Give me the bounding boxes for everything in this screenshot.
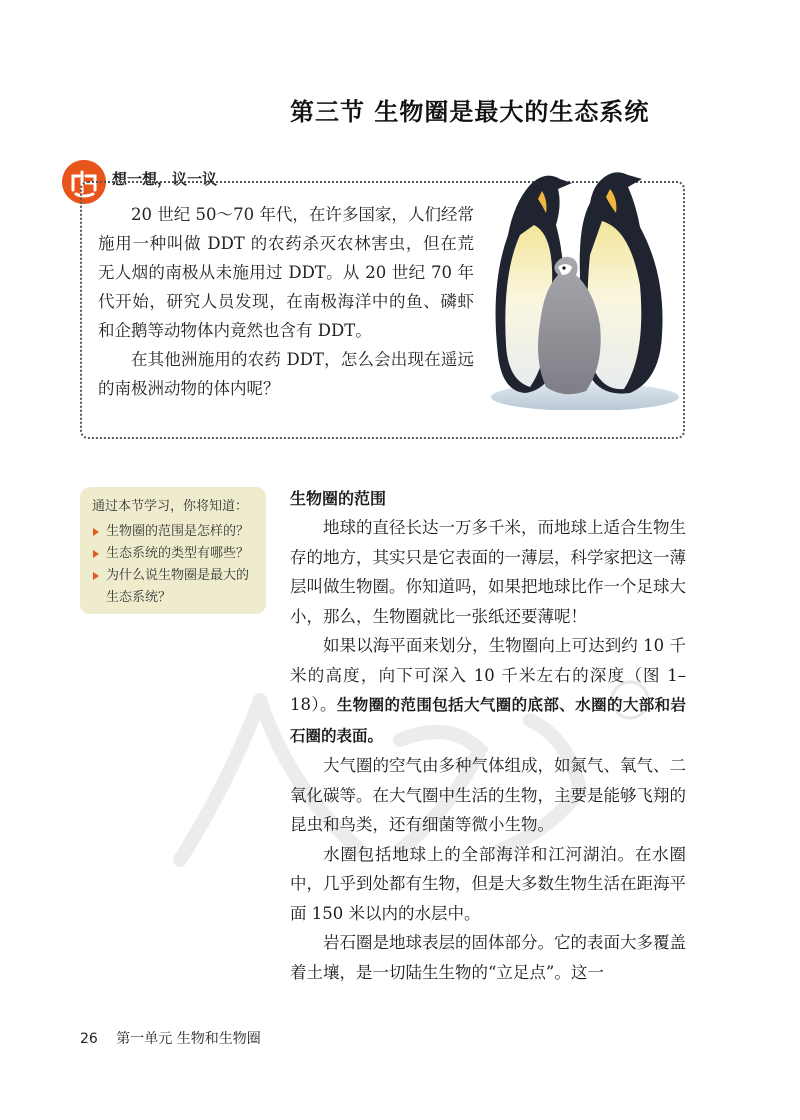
emperor-penguins-photo	[490, 165, 680, 410]
body-paragraph: 大气圈的空气由多种气体组成，如氮气、氧气、二氧化碳等。在大气圈中生活的生物，主要是能够飞翔的昆虫和鸟类，还有细菌等微小生物。	[290, 756, 686, 834]
think-heading: 想一想，议一议	[112, 170, 218, 188]
think-paragraph: 在其他洲施用的农药 DDT，怎么会出现在遥远的南极洲动物的体内呢？	[98, 350, 474, 398]
subheading: 生物圈的范围	[290, 489, 387, 508]
learning-goals-note	[80, 487, 266, 614]
triangle-bullet-icon	[93, 528, 99, 536]
learning-goals-list	[88, 521, 258, 609]
body-paragraph: 地球的直径长达一万多千米，而地球上适合生物生存的地方，其实只是它表面的一薄层，科学家把这一薄层叫做生物圈。你知道吗，如果把地球比作一个足球大小，那么，生物圈就比一张纸还要薄呢！	[290, 518, 686, 626]
triangle-bullet-icon	[93, 550, 99, 558]
learning-goal-item: 生物圈的范围是怎样的？	[88, 521, 258, 543]
learning-goals-heading: 通过本节学习，你将知道：	[92, 499, 249, 514]
think-paragraph: 20 世纪 50～70 年代，在许多国家，人们经常施用一种叫做 DDT 的农药杀灭农林害虫，但在荒无人烟的南极从未施用过 DDT。从 20 世纪 70 年代开始，研究人员发现，在南极海洋中的鱼、磷虾和企鹅等动物体内竟然也含有 DDT。	[98, 205, 474, 340]
body-paragraph: 水圈包括地球上的全部海洋和江河湖泊。在水圈中，几乎到处都有生物，但是大多数生物生活在距海平面 150 米以内的水层中。	[290, 844, 686, 923]
main-column	[290, 486, 686, 987]
page-number: 26	[80, 1031, 98, 1047]
think-text	[98, 200, 474, 403]
unit-label: 第一单元 生物和生物圈	[116, 1031, 261, 1047]
page-footer	[80, 1028, 261, 1048]
body-paragraph: 岩石圈是地球表层的固体部分。它的表面大多覆盖着土壤，是一切陆生生物的“立足点”。这一	[290, 933, 686, 982]
body-paragraph: 如果以海平面来划分，生物圈向上可达到约 10 千米的高度，向下可深入 10 千米左右的深度（图 1–18）。生物圈的范围包括大气圈的底部、水圈的大部和岩石圈的表面。	[290, 636, 686, 745]
learning-goal-item: 为什么说生物圈是最大的生态系统？	[88, 565, 258, 609]
section-title: 第三节 生物圈是最大的生态系统	[290, 98, 650, 126]
triangle-bullet-icon	[93, 572, 99, 580]
key-statement: 生物圈的范围包括大气圈的底部、水圈的大部和岩石圈的表面。	[290, 696, 686, 745]
learning-goal-item: 生态系统的类型有哪些？	[88, 543, 258, 565]
